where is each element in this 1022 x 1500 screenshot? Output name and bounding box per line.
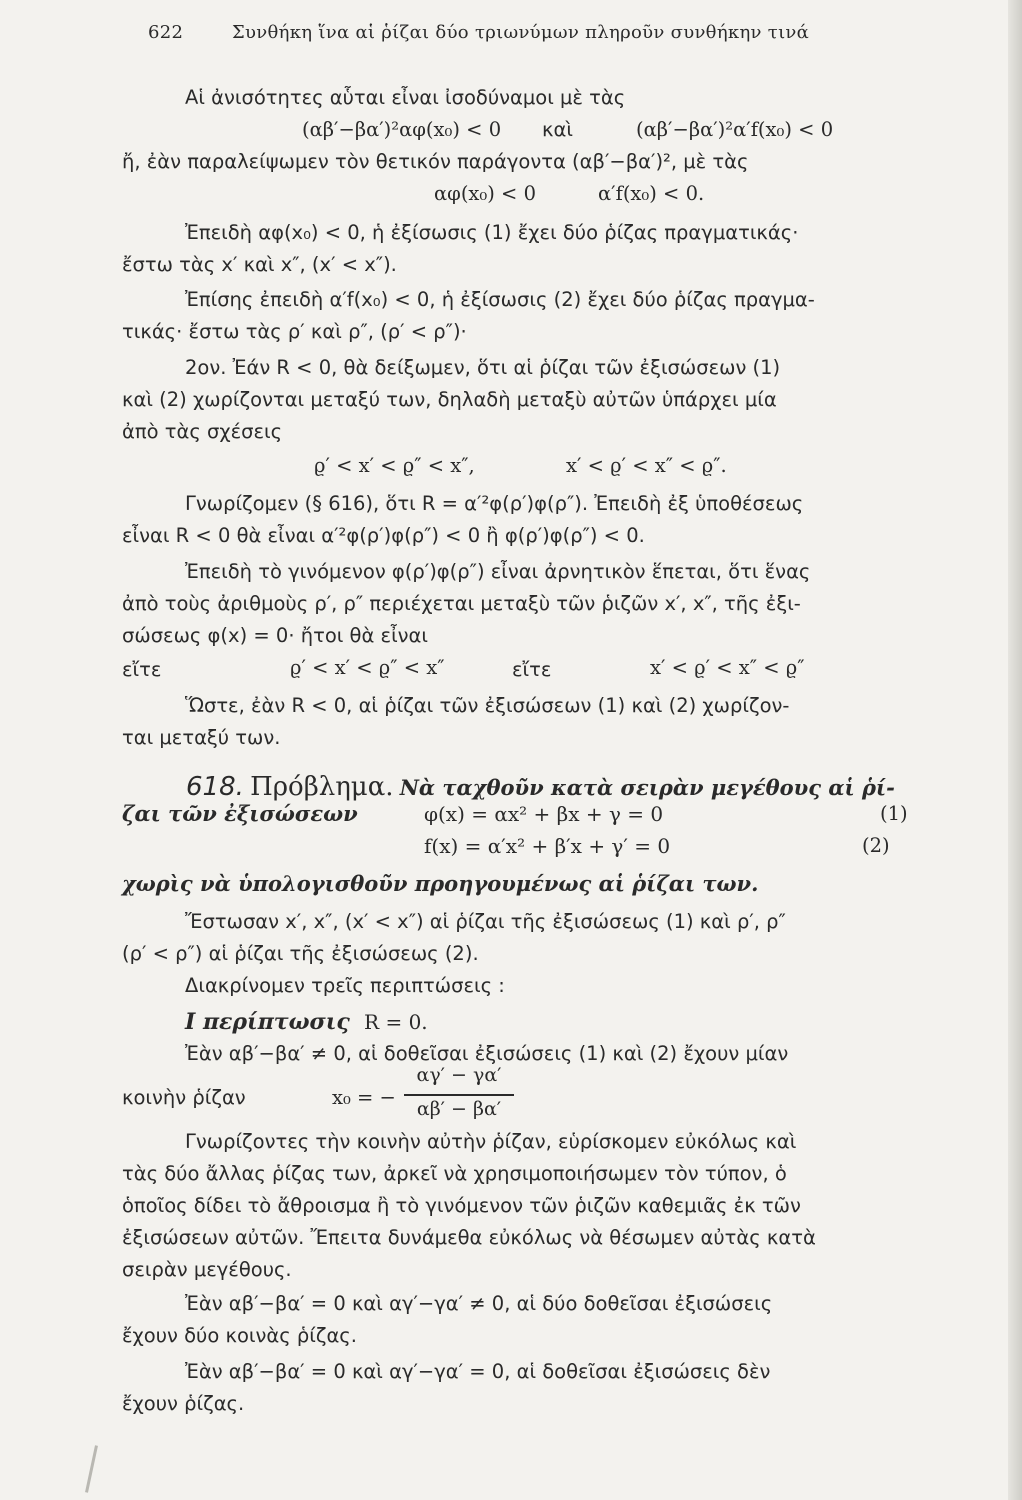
case-condition: R = 0. (364, 1010, 428, 1034)
fraction-numerator: αγ′ − γα′ (416, 1064, 502, 1086)
text-line: ἔχουν δύο κοινὰς ῥίζας. (122, 1324, 357, 1347)
text-word: εἴτε (512, 658, 552, 681)
text-line: 2ον. Ἐάν R < 0, θὰ δείξωμεν, ὅτι αἱ ῥίζαι τῶν ἐξισώσεων (1) (185, 356, 781, 379)
equation-1: φ(x) = αx² + βx + γ = 0 (424, 802, 664, 826)
text-line: τικάς· ἔστω τὰς ρ′ καὶ ρ″, (ρ′ < ρ″)· (122, 320, 467, 343)
section-label: Πρόβλημα. (250, 772, 394, 802)
text-line: Ἐὰν αβ′−βα′ ≠ 0, αἱ δοθεῖσαι ἐξισώσεις (1) καὶ (2) ἔχουν μίαν (185, 1042, 789, 1065)
text-word: καὶ (542, 118, 573, 141)
text-line: καὶ (2) χωρίζονται μεταξύ των, δηλαδὴ μεταξὺ αὐτῶν ὑπάρχει μία (122, 388, 777, 411)
running-title: Συνθήκη ἵνα αἱ ῥίζαι δύο τριωνύμων πληροῦν συνθήκην τινά (232, 22, 810, 43)
text-line: Ἐπειδὴ αφ(x₀) < 0, ἡ ἐξίσωσις (1) ἔχει δύο ῥίζας πραγματικάς· (185, 221, 799, 244)
text-word: κοινὴν ῥίζαν (122, 1086, 246, 1109)
text-line: Ἐπίσης ἐπειδὴ α′f(x₀) < 0, ἡ ἐξίσωσις (2) ἔχει δύο ῥίζας πραγμα- (185, 288, 815, 311)
text-line: σειρὰν μεγέθους. (122, 1258, 292, 1281)
case-label: Ι περίπτωσις (185, 1009, 350, 1035)
text-line: Γνωρίζοντες τὴν κοινὴν αὐτὴν ῥίζαν, εὑρίσκομεν εὐκόλως καὶ (185, 1130, 797, 1153)
section-title: ζαι τῶν ἐξισώσεων (122, 801, 358, 826)
section-number: 618. (186, 772, 244, 802)
text-word: εἴτε (122, 658, 162, 681)
page-number: 622 (148, 22, 184, 43)
text-line: ὁποῖος δίδει τὸ ἄθροισμα ἢ τὸ γινόμενον τῶν ῥιζῶν καθεμιᾶς ἐκ τῶν (122, 1194, 801, 1217)
fraction-bar (404, 1094, 514, 1096)
relation-chain: ϱ′ < x′ < ϱ″ < x″ (290, 656, 445, 679)
text-line: εἶναι R < 0 θὰ εἶναι α′²φ(ρ′)φ(ρ″) < 0 ἢ φ(ρ′)φ(ρ″) < 0. (122, 524, 645, 547)
pencil-mark (85, 1445, 98, 1493)
formula-lhs: x₀ = − (332, 1086, 396, 1109)
text-line: σώσεως φ(x) = 0· ἤτοι θὰ εἶναι (122, 624, 429, 647)
equation-2: f(x) = α′x² + β′x + γ′ = 0 (424, 834, 671, 858)
text-line: Ἐπειδὴ τὸ γινόμενον φ(ρ′)φ(ρ″) εἶναι ἀρνητικὸν ἕπεται, ὅτι ἕνας (185, 560, 811, 583)
text-line: (ρ′ < ρ″) αἱ ῥίζαι τῆς ἐξισώσεως (2). (122, 942, 479, 965)
inequality: (αβ′−βα′)²α′f(x₀) < 0 (636, 118, 834, 141)
text-line: Ἐὰν αβ′−βα′ = 0 καὶ αγ′−γα′ = 0, αἱ δοθεῖσαι ἐξισώσεις δὲν (185, 1360, 771, 1383)
text-line: Διακρίνομεν τρεῖς περιπτώσεις : (185, 974, 505, 997)
text-line: ἔστω τὰς x′ καὶ x″, (x′ < x″). (122, 253, 397, 276)
text-line: ἀπὸ τοὺς ἀριθμοὺς ρ′, ρ″ περιέχεται μεταξὺ τῶν ῥιζῶν x′, x″, τῆς ἐξι- (122, 592, 801, 615)
equation-number: (2) (862, 834, 890, 857)
relation-chain: x′ < ϱ′ < x″ < ϱ″ (650, 656, 805, 679)
inequality: (αβ′−βα′)²αφ(x₀) < 0 (302, 118, 502, 141)
relation-chain: ϱ′ < x′ < ϱ″ < x″, (314, 454, 475, 477)
section-title: Νὰ ταχθοῦν κατὰ σειρὰν μεγέθους αἱ ῥί- (399, 775, 895, 800)
fraction-denominator: αβ′ − βα′ (416, 1098, 502, 1120)
text-line: ἀπὸ τὰς σχέσεις (122, 420, 283, 443)
text-line: τὰς δύο ἄλλας ῥίζας των, ἀρκεῖ νὰ χρησιμοποιήσωμεν τὸν τύπον, ὁ (122, 1162, 787, 1185)
page-edge (1008, 0, 1022, 1500)
text-line: Ἐὰν αβ′−βα′ = 0 καὶ αγ′−γα′ ≠ 0, αἱ δύο δοθεῖσαι ἐξισώσεις (185, 1292, 773, 1315)
running-header (148, 22, 888, 50)
text-line: Αἱ ἀνισότητες αὗται εἶναι ἰσοδύναμοι μὲ τὰς (185, 86, 626, 109)
equation-number: (1) (880, 802, 908, 825)
inequality: α′f(x₀) < 0. (598, 182, 705, 205)
text-line: Ὥστε, ἐὰν R < 0, αἱ ῥίζαι τῶν ἐξισώσεων (1) καὶ (2) χωρίζον- (185, 694, 790, 717)
relation-chain: x′ < ϱ′ < x″ < ϱ″. (566, 454, 727, 477)
inequality: αφ(x₀) < 0 (434, 182, 536, 205)
text-line: ἤ, ἐὰν παραλείψωμεν τὸν θετικόν παράγοντα (αβ′−βα′)², μὲ τὰς (122, 150, 749, 173)
text-line: ἔχουν ῥίζας. (122, 1392, 245, 1415)
text-line: Γνωρίζομεν (§ 616), ὅτι R = α′²φ(ρ′)φ(ρ″). Ἐπειδὴ ἐξ ὑποθέσεως (185, 492, 804, 515)
text-line: Ἔστωσαν x′, x″, (x′ < x″) αἱ ῥίζαι τῆς ἐξισώσεως (1) καὶ ρ′, ρ″ (185, 910, 786, 933)
case-heading (185, 1008, 428, 1037)
section-title: χωρὶς νὰ ὑπολογισθοῦν προηγουμένως αἱ ῥίζαι των. (122, 871, 759, 896)
text-line: ἐξισώσεων αὐτῶν. Ἔπειτα δυνάμεθα εὐκόλως νὰ θέσωμεν αὐτὰς κατὰ (122, 1226, 816, 1249)
text-line: ται μεταξύ των. (122, 726, 281, 749)
